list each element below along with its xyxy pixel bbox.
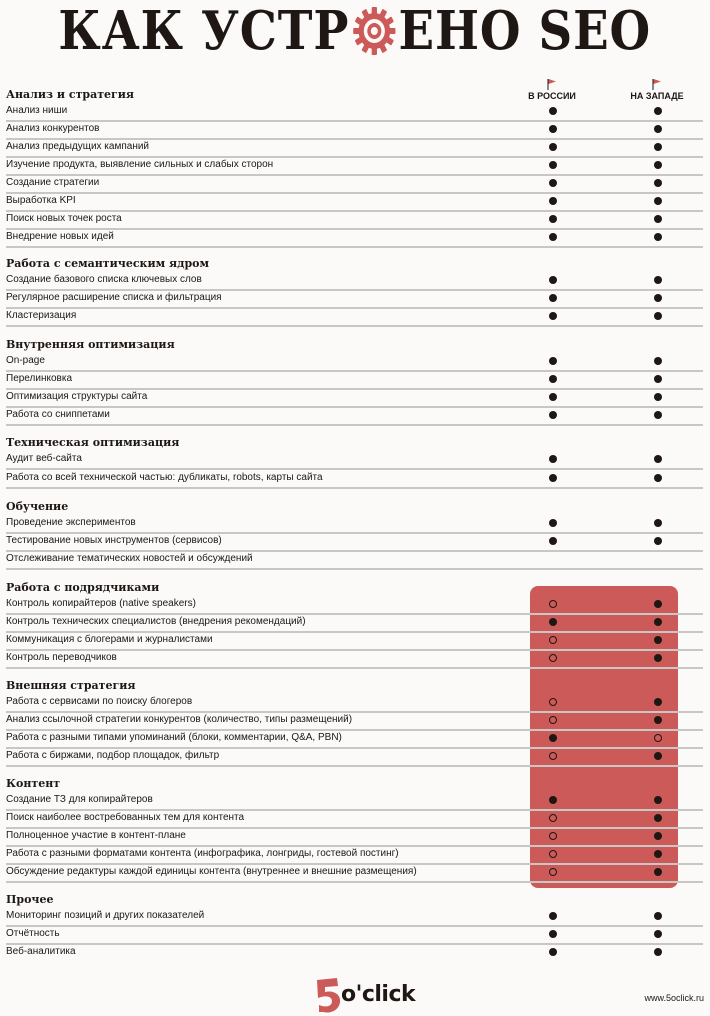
row-label: Отчётность [6, 928, 60, 939]
table-row [6, 104, 703, 122]
russia-filled-dot-icon [549, 912, 557, 920]
table-row [6, 793, 703, 811]
west-filled-dot-icon [654, 618, 662, 626]
table-row [6, 749, 703, 767]
row-label: Анализ ниши [6, 105, 68, 116]
table-row [6, 552, 703, 570]
west-filled-dot-icon [654, 636, 662, 644]
table-row [6, 731, 703, 749]
row-label: Тестирование новых инструментов (сервисов) [6, 535, 222, 546]
row-label: Контроль копирайтеров (native speakers) [6, 598, 196, 609]
russia-filled-dot-icon [549, 948, 557, 956]
row-label: Анализ конкурентов [6, 123, 100, 134]
section-title: Работа с семантическим ядром [6, 257, 210, 270]
west-filled-dot-icon [654, 814, 662, 822]
logo-five-icon [313, 974, 343, 1014]
west-filled-dot-icon [654, 752, 662, 760]
russia-filled-dot-icon [549, 474, 557, 482]
west-filled-dot-icon [654, 698, 662, 706]
table-row [6, 158, 703, 176]
table-row [6, 230, 703, 248]
table-row [6, 471, 703, 489]
russia-empty-dot-icon [549, 832, 557, 840]
row-label: Работа с разными форматами контента (инфографика, лонгриды, гостевой постинг) [6, 848, 399, 859]
table-row [6, 309, 703, 327]
row-label: Изучение продукта, выявление сильных и слабых сторон [6, 159, 274, 170]
column-header-west [602, 78, 710, 101]
section-title: Работа с подрядчиками [6, 581, 160, 594]
row-label: Создание базового списка ключевых слов [6, 274, 202, 285]
row-label: Создание стратегии [6, 177, 100, 188]
russia-filled-dot-icon [549, 537, 557, 545]
table-row [6, 176, 703, 194]
row-label: Выработка KPI [6, 195, 76, 206]
russia-filled-dot-icon [549, 276, 557, 284]
russia-empty-dot-icon [549, 814, 557, 822]
section-title: Контент [6, 777, 61, 790]
russia-filled-dot-icon [549, 143, 557, 151]
west-filled-dot-icon [654, 125, 662, 133]
table-row [6, 372, 703, 390]
table-row [6, 597, 703, 615]
table-row [6, 194, 703, 212]
section-title: Обучение [6, 500, 69, 513]
gear-icon [350, 4, 398, 58]
west-filled-dot-icon [654, 357, 662, 365]
west-filled-dot-icon [654, 143, 662, 151]
west-filled-dot-icon [654, 233, 662, 241]
table-row [6, 122, 703, 140]
russia-filled-dot-icon [549, 215, 557, 223]
section-title: Внешняя стратегия [6, 679, 136, 692]
russia-filled-dot-icon [549, 312, 557, 320]
west-filled-dot-icon [654, 930, 662, 938]
table-row [6, 212, 703, 230]
table-row [6, 829, 703, 847]
row-label: Мониторинг позиций и других показателей [6, 910, 205, 921]
flag-icon [497, 78, 607, 91]
russia-filled-dot-icon [549, 734, 557, 742]
russia-empty-dot-icon [549, 654, 557, 662]
west-filled-dot-icon [654, 161, 662, 169]
row-label: Кластеризация [6, 310, 77, 321]
russia-filled-dot-icon [549, 179, 557, 187]
russia-filled-dot-icon [549, 393, 557, 401]
west-filled-dot-icon [654, 375, 662, 383]
table-row [6, 354, 703, 372]
russia-empty-dot-icon [549, 868, 557, 876]
russia-filled-dot-icon [549, 197, 557, 205]
row-label: Анализ предыдущих кампаний [6, 141, 150, 152]
row-label: Коммуникация с блогерами и журналистами [6, 634, 213, 645]
west-filled-dot-icon [654, 716, 662, 724]
row-label: Обсуждение редактуры каждой единицы контента (внутреннее и внешние размещения) [6, 866, 417, 877]
table-row [6, 615, 703, 633]
section-title: Анализ и стратегия [6, 88, 135, 101]
row-label: Работа с биржами, подбор площадок, фильтр [6, 750, 220, 761]
row-label: Аудит веб-сайта [6, 453, 82, 464]
table-row [6, 273, 703, 291]
row-label: Поиск новых точек роста [6, 213, 122, 224]
west-empty-dot-icon [654, 734, 662, 742]
row-label: Контроль переводчиков [6, 652, 117, 663]
row-label: Отслеживание тематических новостей и обсуждений [6, 553, 253, 564]
west-filled-dot-icon [654, 215, 662, 223]
site-url: www.5oclick.ru [644, 993, 704, 1003]
row-label: Работа с разными типами упоминаний (блоки, комментарии, Q&A, PBN) [6, 732, 342, 743]
russia-filled-dot-icon [549, 357, 557, 365]
table-row [6, 140, 703, 158]
table-row [6, 390, 703, 408]
west-filled-dot-icon [654, 294, 662, 302]
logo [313, 974, 415, 1014]
west-filled-dot-icon [654, 832, 662, 840]
table-row [6, 909, 703, 927]
table-row [6, 651, 703, 669]
row-label: Перелинковка [6, 373, 73, 384]
west-filled-dot-icon [654, 197, 662, 205]
west-filled-dot-icon [654, 948, 662, 956]
table-row [6, 516, 703, 534]
west-filled-dot-icon [654, 312, 662, 320]
table-row [6, 713, 703, 731]
logo-text: o'click [341, 981, 416, 1007]
russia-filled-dot-icon [549, 411, 557, 419]
section-title: Прочее [6, 893, 54, 906]
russia-filled-dot-icon [549, 125, 557, 133]
table-row [6, 452, 703, 470]
russia-filled-dot-icon [549, 930, 557, 938]
table-row [6, 633, 703, 651]
title-part-1: КАК УСТР [58, 0, 350, 62]
flag-icon [602, 78, 710, 91]
page-title [58, 0, 652, 62]
west-filled-dot-icon [654, 411, 662, 419]
row-label: Оптимизация структуры сайта [6, 391, 148, 402]
row-label: Создание ТЗ для копирайтеров [6, 794, 153, 805]
column-label-russia: В РОССИИ [528, 91, 576, 101]
russia-empty-dot-icon [549, 698, 557, 706]
russia-filled-dot-icon [549, 233, 557, 241]
title-part-2: ЕНО SEO [398, 0, 652, 62]
table-row [6, 695, 703, 713]
russia-empty-dot-icon [549, 636, 557, 644]
row-label: Внедрение новых идей [6, 231, 114, 242]
row-label: Полноценное участие в контент-плане [6, 830, 186, 841]
west-filled-dot-icon [654, 393, 662, 401]
table-row [6, 291, 703, 309]
row-label: Работа со всей технической частью: дубликаты, robots, карты сайта [6, 472, 323, 483]
russia-empty-dot-icon [549, 716, 557, 724]
row-label: Работа со сниппетами [6, 409, 110, 420]
row-label: Регулярное расширение списка и фильтрация [6, 292, 222, 303]
west-filled-dot-icon [654, 600, 662, 608]
table-row [6, 945, 703, 963]
russia-filled-dot-icon [549, 519, 557, 527]
west-filled-dot-icon [654, 654, 662, 662]
west-filled-dot-icon [654, 912, 662, 920]
table-row [6, 408, 703, 426]
west-filled-dot-icon [654, 276, 662, 284]
west-filled-dot-icon [654, 179, 662, 187]
table-row [6, 811, 703, 829]
west-filled-dot-icon [654, 868, 662, 876]
section-title: Техническая оптимизация [6, 436, 180, 449]
west-filled-dot-icon [654, 455, 662, 463]
west-filled-dot-icon [654, 537, 662, 545]
west-filled-dot-icon [654, 107, 662, 115]
west-filled-dot-icon [654, 850, 662, 858]
russia-empty-dot-icon [549, 600, 557, 608]
west-filled-dot-icon [654, 519, 662, 527]
table-row [6, 927, 703, 945]
row-label: Проведение экспериментов [6, 517, 136, 528]
row-label: Работа с сервисами по поиску блогеров [6, 696, 193, 707]
table-row [6, 847, 703, 865]
column-header-russia [497, 78, 607, 101]
russia-filled-dot-icon [549, 796, 557, 804]
row-label: Контроль технических специалистов (внедрения рекомендаций) [6, 616, 306, 627]
section-title: Внутренняя оптимизация [6, 338, 175, 351]
russia-filled-dot-icon [549, 375, 557, 383]
row-label: Поиск наиболее востребованных тем для контента [6, 812, 245, 823]
row-label: Веб-аналитика [6, 946, 76, 957]
russia-empty-dot-icon [549, 752, 557, 760]
row-label: On-page [6, 355, 45, 366]
russia-empty-dot-icon [549, 850, 557, 858]
west-filled-dot-icon [654, 796, 662, 804]
west-filled-dot-icon [654, 474, 662, 482]
russia-filled-dot-icon [549, 618, 557, 626]
table-row [6, 865, 703, 883]
column-label-west: НА ЗАПАДЕ [630, 91, 684, 101]
russia-filled-dot-icon [549, 455, 557, 463]
russia-filled-dot-icon [549, 294, 557, 302]
row-label: Анализ ссылочной стратегии конкурентов (количество, типы размещений) [6, 714, 353, 725]
russia-filled-dot-icon [549, 107, 557, 115]
russia-filled-dot-icon [549, 161, 557, 169]
table-row [6, 534, 703, 552]
page-header [2, 0, 708, 62]
